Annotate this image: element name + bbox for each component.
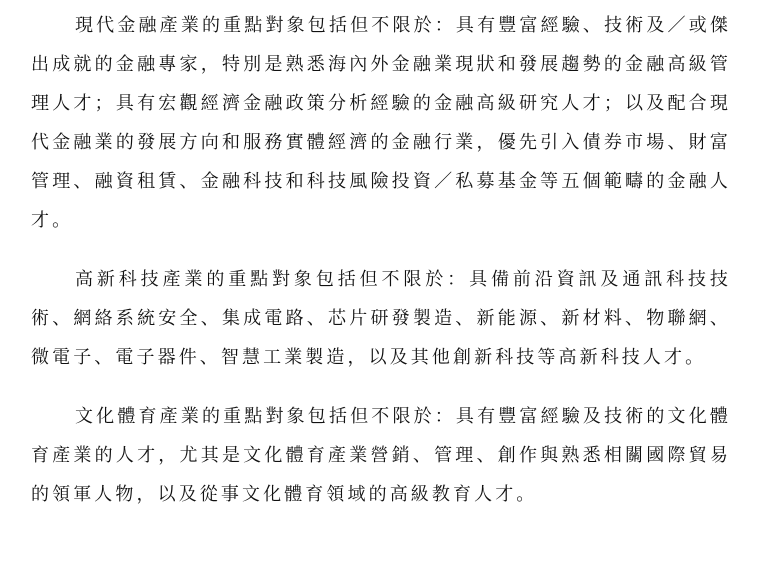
document-body — [31, 6, 731, 514]
paragraph-culture-sports: 文化體育產業的重點對象包括但不限於：具有豐富經驗及技術的文化體育產業的人才，尤其是文化體育產業營銷、管理、創作與熟悉相關國際貿易的領軍人物，以及從事文化體育領域的高級教育人才。 — [31, 406, 731, 505]
paragraph-hightech: 高新科技產業的重點對象包括但不限於：具備前沿資訊及通訊科技技術、網絡系統安全、集成電路、芯片研發製造、新能源、新材料、物聯網、微電子、電子器件、智慧工業製造，以及其他創新科技等高新科技人才。 — [31, 269, 731, 368]
paragraph-finance: 現代金融產業的重點對象包括但不限於：具有豐富經驗、技術及／或傑出成就的金融專家，特別是熟悉海內外金融業現狀和發展趨勢的金融高級管理人才；具有宏觀經濟金融政策分析經驗的金融高級研究人才；以及配合現代金融業的發展方向和服務實體經濟的金融行業，優先引入債券市場、財富管理、融資租賃、金融科技和科技風險投資／私募基金等五個範疇的金融人才。 — [31, 15, 731, 231]
